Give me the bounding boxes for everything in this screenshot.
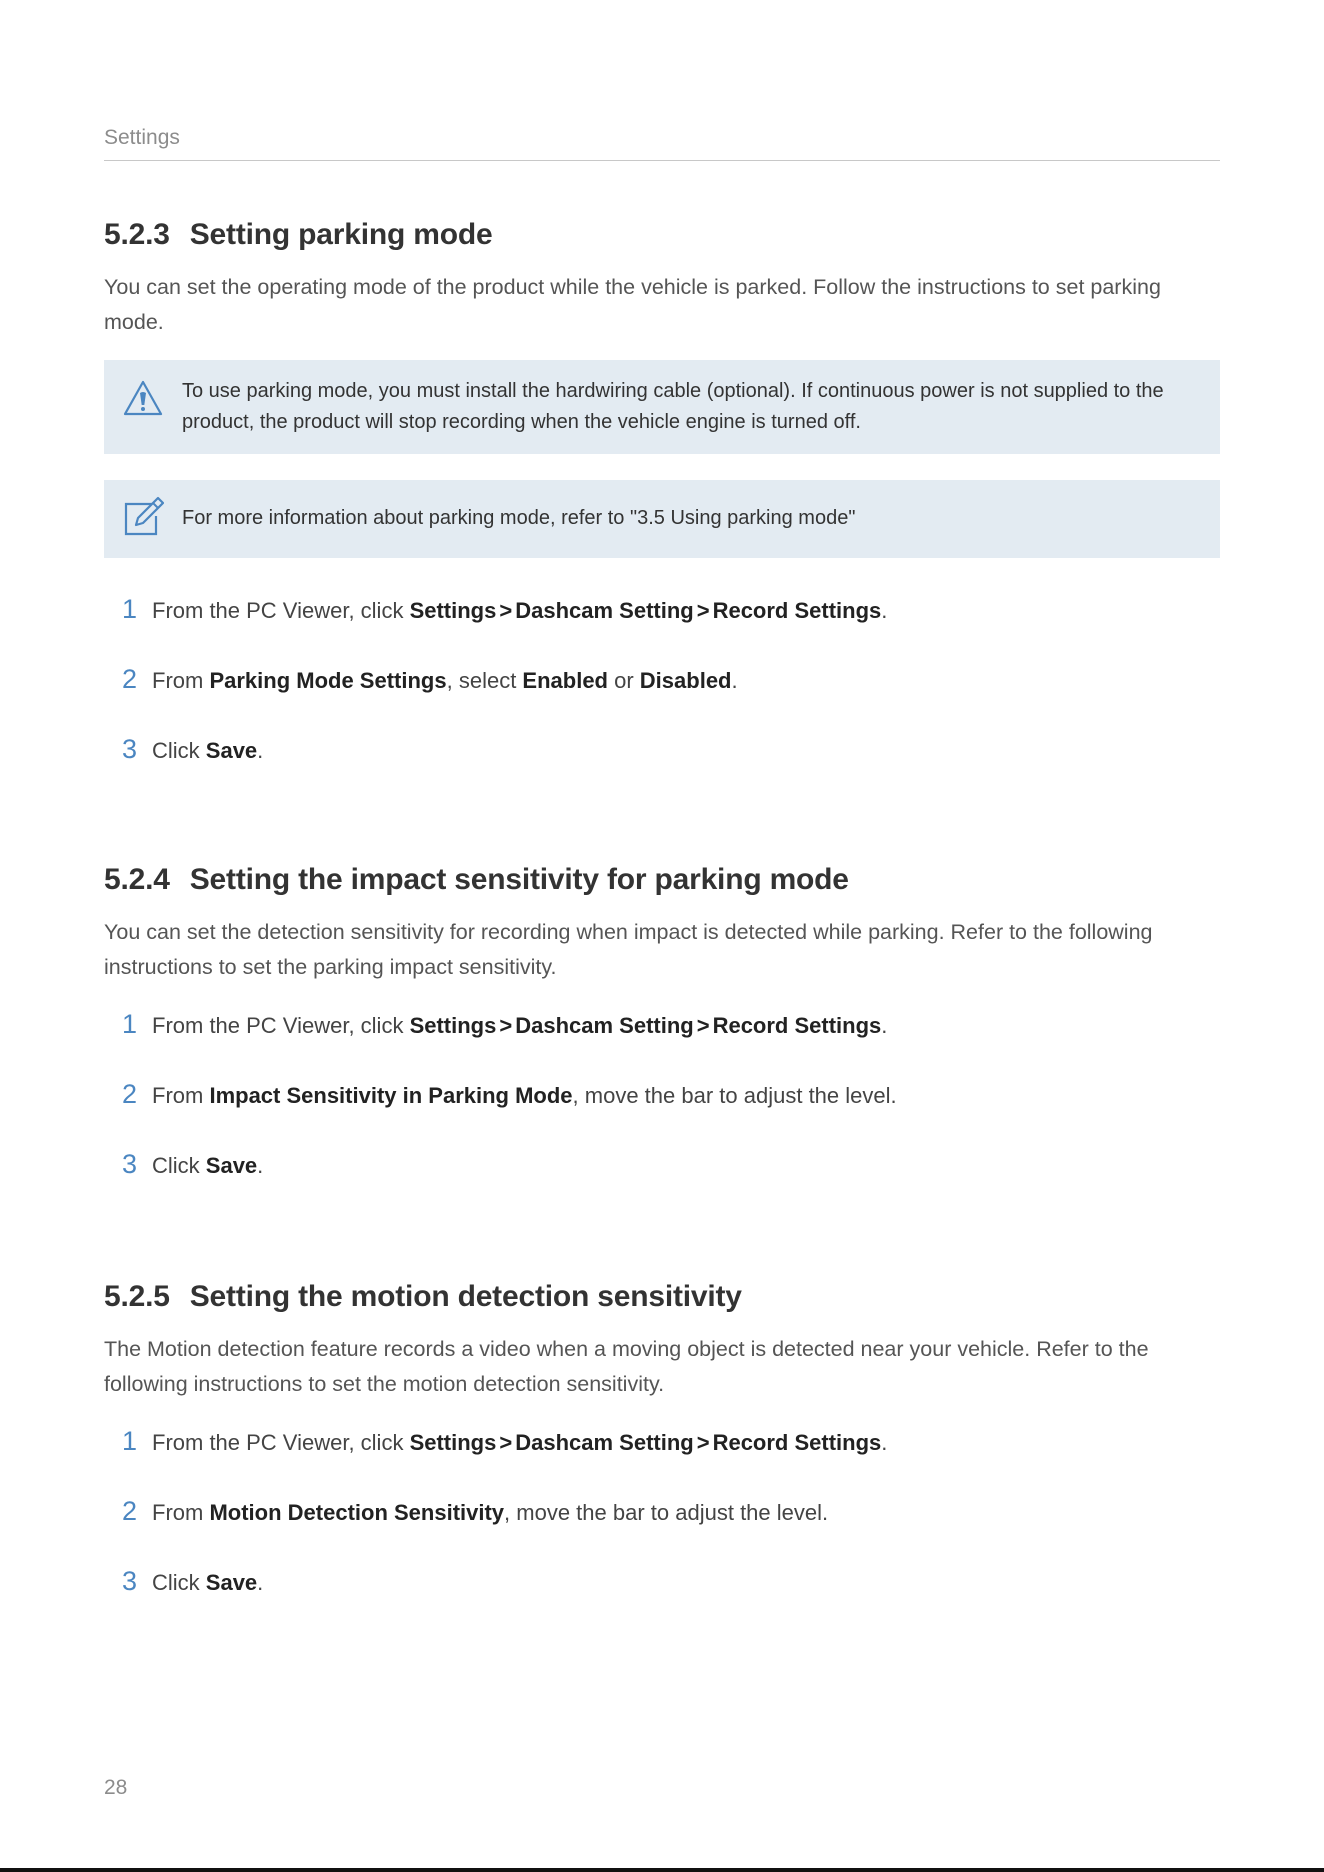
section-intro: You can set the operating mode of the product while the vehicle is parked. Follow the instructions to set parking mode.: [104, 275, 1161, 334]
section-intro: The Motion detection feature records a video when a moving object is detected near your vehicle. Refer to the following instructions to set the motion detection sensitivity.: [104, 1337, 1149, 1396]
page-number: 28: [104, 1776, 128, 1799]
path-record-settings: Record Settings: [712, 598, 882, 623]
section-parking-mode: [104, 218, 1220, 806]
step-item: 2 From Impact Sensitivity in Parking Mode, move the bar to adjust the level.: [122, 1079, 897, 1109]
section-title: Setting the motion detection sensitivity: [189, 1280, 742, 1313]
step-item: 1 From the PC Viewer, click Settings > Dashcam Setting > Record Settings.: [122, 594, 888, 624]
steps-list: [104, 1011, 1220, 1221]
path-dashcam-setting: Dashcam Setting: [515, 598, 694, 623]
page-bottom-edge: [0, 1868, 1324, 1872]
steps-list: [104, 596, 1220, 806]
header-divider: [104, 160, 1220, 161]
section-heading: [104, 863, 1220, 897]
step-item: 2 From Motion Detection Sensitivity, move the bar to adjust the level.: [122, 1496, 829, 1526]
step-number: 3: [122, 1566, 138, 1596]
path-settings: Settings: [409, 598, 497, 623]
caution-box: [104, 360, 1220, 454]
step-item: 3 Click Save.: [122, 1566, 264, 1596]
step-number: 2: [122, 1496, 138, 1526]
step-item: 1 From the PC Viewer, click Settings > Dashcam Setting > Record Settings.: [122, 1426, 888, 1456]
step-item: 3 Click Save.: [122, 1149, 264, 1179]
step-item: 1 From the PC Viewer, click Settings > Dashcam Setting > Record Settings.: [122, 1009, 888, 1039]
section-number: 5.2.4: [104, 863, 170, 896]
step-number: 2: [122, 1079, 138, 1109]
section-motion-detection: [104, 1280, 1220, 1638]
step-item: 2 From Parking Mode Settings, select Enabled or Disabled.: [122, 664, 738, 694]
note-text: For more information about parking mode, refer to "3.5 Using parking mode": [182, 507, 856, 529]
section-impact-sensitivity: [104, 863, 1220, 1221]
document-page: [104, 0, 1220, 1872]
step-number: 2: [122, 664, 138, 694]
caution-triangle-icon: [122, 378, 164, 420]
steps-list: [104, 1428, 1220, 1638]
step-number: 1: [122, 1426, 138, 1456]
step-number: 1: [122, 594, 138, 624]
section-intro: You can set the detection sensitivity for recording when impact is detected while parking. Refer to the following instructions to set the parking impact sensitivity.: [104, 920, 1153, 979]
running-header: Settings: [104, 126, 180, 149]
step-number: 1: [122, 1009, 138, 1039]
note-pencil-icon: [122, 496, 164, 538]
note-box: [104, 480, 1220, 558]
section-number: 5.2.3: [104, 218, 170, 251]
section-number: 5.2.5: [104, 1280, 170, 1313]
section-heading: [104, 1280, 1220, 1314]
section-title: Setting the impact sensitivity for parking mode: [189, 863, 849, 896]
section-heading: [104, 218, 1220, 252]
step-item: 3 Click Save.: [122, 734, 264, 764]
caution-text: To use parking mode, you must install the hardwiring cable (optional). If continuous power is not supplied to the product, the product will stop recording when the vehicle engine is turned off.: [182, 380, 1164, 433]
step-number: 3: [122, 1149, 138, 1179]
section-title: Setting parking mode: [189, 218, 493, 251]
step-number: 3: [122, 734, 138, 764]
